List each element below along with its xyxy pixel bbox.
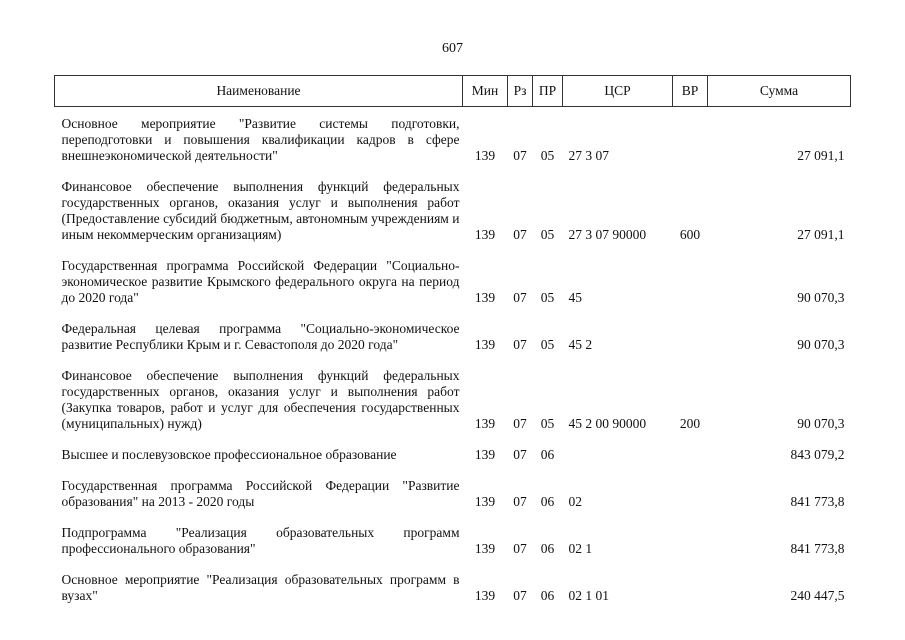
table-row xyxy=(55,116,851,164)
row-csr: 45 2 00 90000 xyxy=(568,416,647,431)
table-row xyxy=(55,525,851,557)
row-pr: 05 xyxy=(540,148,555,163)
row-rz: 07 xyxy=(513,494,527,509)
row-rz: 07 xyxy=(513,227,527,242)
column-header-sum: Сумма xyxy=(708,76,851,107)
row-rz: 07 xyxy=(513,148,527,163)
column-header-name: Наименование xyxy=(55,76,463,107)
row-min: 139 xyxy=(474,588,496,603)
row-csr: 02 1 01 xyxy=(568,588,609,603)
row-csr: 27 3 07 xyxy=(568,148,609,163)
row-sum: 90 070,3 xyxy=(797,416,845,431)
row-sum: 90 070,3 xyxy=(797,290,845,305)
column-header-rz: Рз xyxy=(508,76,533,107)
row-name: Основное мероприятие "Реализация образовательных программ в вузах" xyxy=(61,572,460,603)
row-rz: 07 xyxy=(513,290,527,305)
row-pr: 05 xyxy=(540,290,555,305)
row-rz: 07 xyxy=(513,588,527,603)
table-row xyxy=(55,368,851,432)
row-csr: 45 2 xyxy=(568,337,593,352)
row-vr: 200 xyxy=(679,416,701,431)
row-vr xyxy=(673,321,708,353)
column-header-min: Мин xyxy=(463,76,508,107)
table-row xyxy=(55,447,851,463)
row-name: Государственная программа Российской Федерации "Социально-экономическое развитие Крымского федерального округа на период до 2020 года" xyxy=(61,258,460,305)
row-min: 139 xyxy=(474,416,496,431)
row-vr xyxy=(673,572,708,604)
row-name: Федеральная целевая программа "Социально-экономическое развитие Республики Крым и г. Севастополя до 2020 года" xyxy=(61,321,460,352)
row-sum: 27 091,1 xyxy=(797,148,845,163)
row-vr: 600 xyxy=(679,227,701,242)
row-vr xyxy=(673,258,708,306)
table-row xyxy=(55,258,851,306)
row-rz: 07 xyxy=(513,337,527,352)
row-sum: 841 773,8 xyxy=(790,541,845,556)
row-min: 139 xyxy=(474,148,496,163)
column-header-csr: ЦСР xyxy=(563,76,673,107)
row-vr xyxy=(673,478,708,510)
row-sum: 843 079,2 xyxy=(790,447,845,462)
row-csr: 02 xyxy=(568,494,582,509)
row-pr: 05 xyxy=(540,416,555,431)
row-name: Финансовое обеспечение выполнения функций федеральных государственных органов, оказания услуг и выполнения работ (Закупка товаров, работ и услуг для обеспечения государственных (муниципальных) нужд) xyxy=(61,368,460,431)
row-name: Государственная программа Российской Федерации "Развитие образования" на 2013 - 2020 годы xyxy=(61,478,460,509)
row-rz: 07 xyxy=(513,541,527,556)
row-rz: 07 xyxy=(513,447,527,462)
row-sum: 27 091,1 xyxy=(797,227,845,242)
row-min: 139 xyxy=(474,290,496,305)
row-name: Высшее и послевузовское профессиональное образование xyxy=(61,447,397,462)
row-csr: 45 xyxy=(568,290,582,305)
row-csr: 27 3 07 90000 xyxy=(568,227,647,242)
page-number: 607 xyxy=(442,41,463,56)
row-name: Подпрограмма "Реализация образовательных программ профессионального образования" xyxy=(61,525,460,556)
row-csr: 02 1 xyxy=(568,541,593,556)
row-sum: 90 070,3 xyxy=(797,337,845,352)
row-sum: 841 773,8 xyxy=(790,494,845,509)
row-vr xyxy=(673,447,708,463)
row-sum: 240 447,5 xyxy=(790,588,845,603)
row-pr: 05 xyxy=(540,337,555,352)
budget-table xyxy=(54,75,851,604)
row-name: Основное мероприятие "Развитие системы подготовки, переподготовки и повышения квалификации кадров в сфере внешнеэкономической деятельности" xyxy=(61,116,460,163)
row-min: 139 xyxy=(474,447,496,462)
table-header-row xyxy=(55,76,851,107)
row-name: Финансовое обеспечение выполнения функций федеральных государственных органов, оказания услуг и выполнения работ (Предоставление субсидий бюджетным, автономным учреждениям и иным некоммерческим организациям) xyxy=(61,179,460,242)
row-pr: 06 xyxy=(540,588,555,603)
row-pr: 06 xyxy=(540,494,555,509)
row-min: 139 xyxy=(474,494,496,509)
column-header-vr: ВР xyxy=(673,76,708,107)
row-pr: 05 xyxy=(540,227,555,242)
row-rz: 07 xyxy=(513,416,527,431)
row-min: 139 xyxy=(474,227,496,242)
table-row xyxy=(55,572,851,604)
row-pr: 06 xyxy=(540,541,555,556)
table-row xyxy=(55,321,851,353)
row-vr xyxy=(673,116,708,164)
table-row xyxy=(55,478,851,510)
row-pr: 06 xyxy=(540,447,555,462)
row-vr xyxy=(673,525,708,557)
table-row xyxy=(55,179,851,243)
row-min: 139 xyxy=(474,337,496,352)
column-header-pr: ПР xyxy=(533,76,563,107)
row-csr xyxy=(563,447,673,463)
row-min: 139 xyxy=(474,541,496,556)
